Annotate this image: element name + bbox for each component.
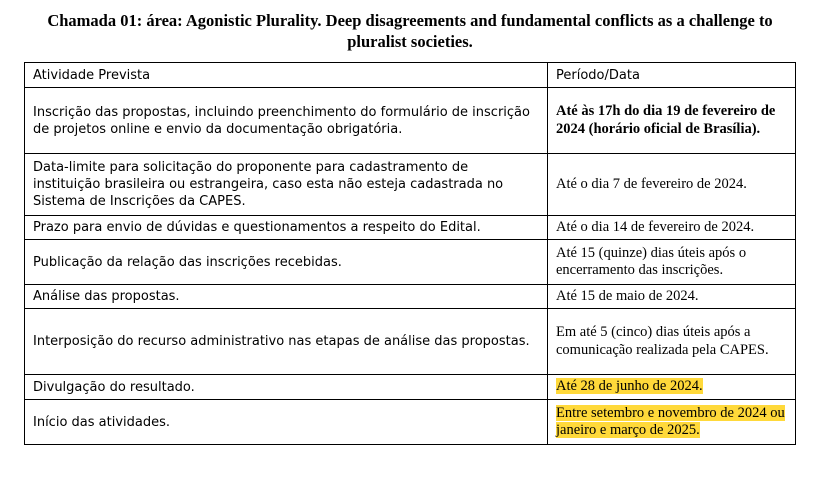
activity-cell: Data-limite para solicitação do proponente para cadastramento de instituição brasileira ou estrangeira, caso esta não esteja cadastrada no Sistema de Inscrições da CAPES.: [25, 154, 548, 216]
activity-cell: Prazo para envio de dúvidas e questionamentos a respeito do Edital.: [25, 216, 548, 240]
table-header-row: [25, 63, 796, 88]
activity-cell: Interposição do recurso administrativo nas etapas de análise das propostas.: [25, 309, 548, 375]
activity-cell: Publicação da relação das inscrições recebidas.: [25, 240, 548, 285]
period-cell: Até o dia 7 de fevereiro de 2024.: [548, 154, 796, 216]
header-activity: Atividade Prevista: [25, 63, 548, 88]
period-cell-highlighted: [548, 375, 796, 400]
table-row: [25, 309, 796, 375]
activity-cell: Análise das propostas.: [25, 285, 548, 309]
table-row: [25, 88, 796, 154]
period-cell-highlighted: [548, 400, 796, 445]
highlighted-period-text: Até 28 de junho de 2024.: [556, 378, 703, 395]
schedule-table: [24, 62, 796, 445]
activity-cell: Início das atividades.: [25, 400, 548, 445]
activity-cell: Divulgação do resultado.: [25, 375, 548, 400]
table-row: [25, 375, 796, 400]
table-row: [25, 154, 796, 216]
table-row: [25, 216, 796, 240]
period-cell: Em até 5 (cinco) dias úteis após a comunicação realizada pela CAPES.: [548, 309, 796, 375]
document-title: Chamada 01: área: Agonistic Plurality. Deep disagreements and fundamental conflicts as a challenge to pluralist societies.: [47, 11, 773, 51]
period-cell: Até 15 de maio de 2024.: [548, 285, 796, 309]
period-cell: Até o dia 14 de fevereiro de 2024.: [548, 216, 796, 240]
period-cell: Até 15 (quinze) dias úteis após o encerramento das inscrições.: [548, 240, 796, 285]
table-row: [25, 400, 796, 445]
highlighted-period-text: Entre setembro e novembro de 2024 ou janeiro e março de 2025.: [556, 404, 785, 438]
table-row: [25, 285, 796, 309]
activity-cell: Inscrição das propostas, incluindo preenchimento do formulário de inscrição de projetos online e envio da documentação obrigatória.: [25, 88, 548, 154]
table-row: [25, 240, 796, 285]
header-period: Período/Data: [548, 63, 796, 88]
period-cell: Até às 17h do dia 19 de fevereiro de 2024 (horário oficial de Brasília).: [548, 88, 796, 154]
